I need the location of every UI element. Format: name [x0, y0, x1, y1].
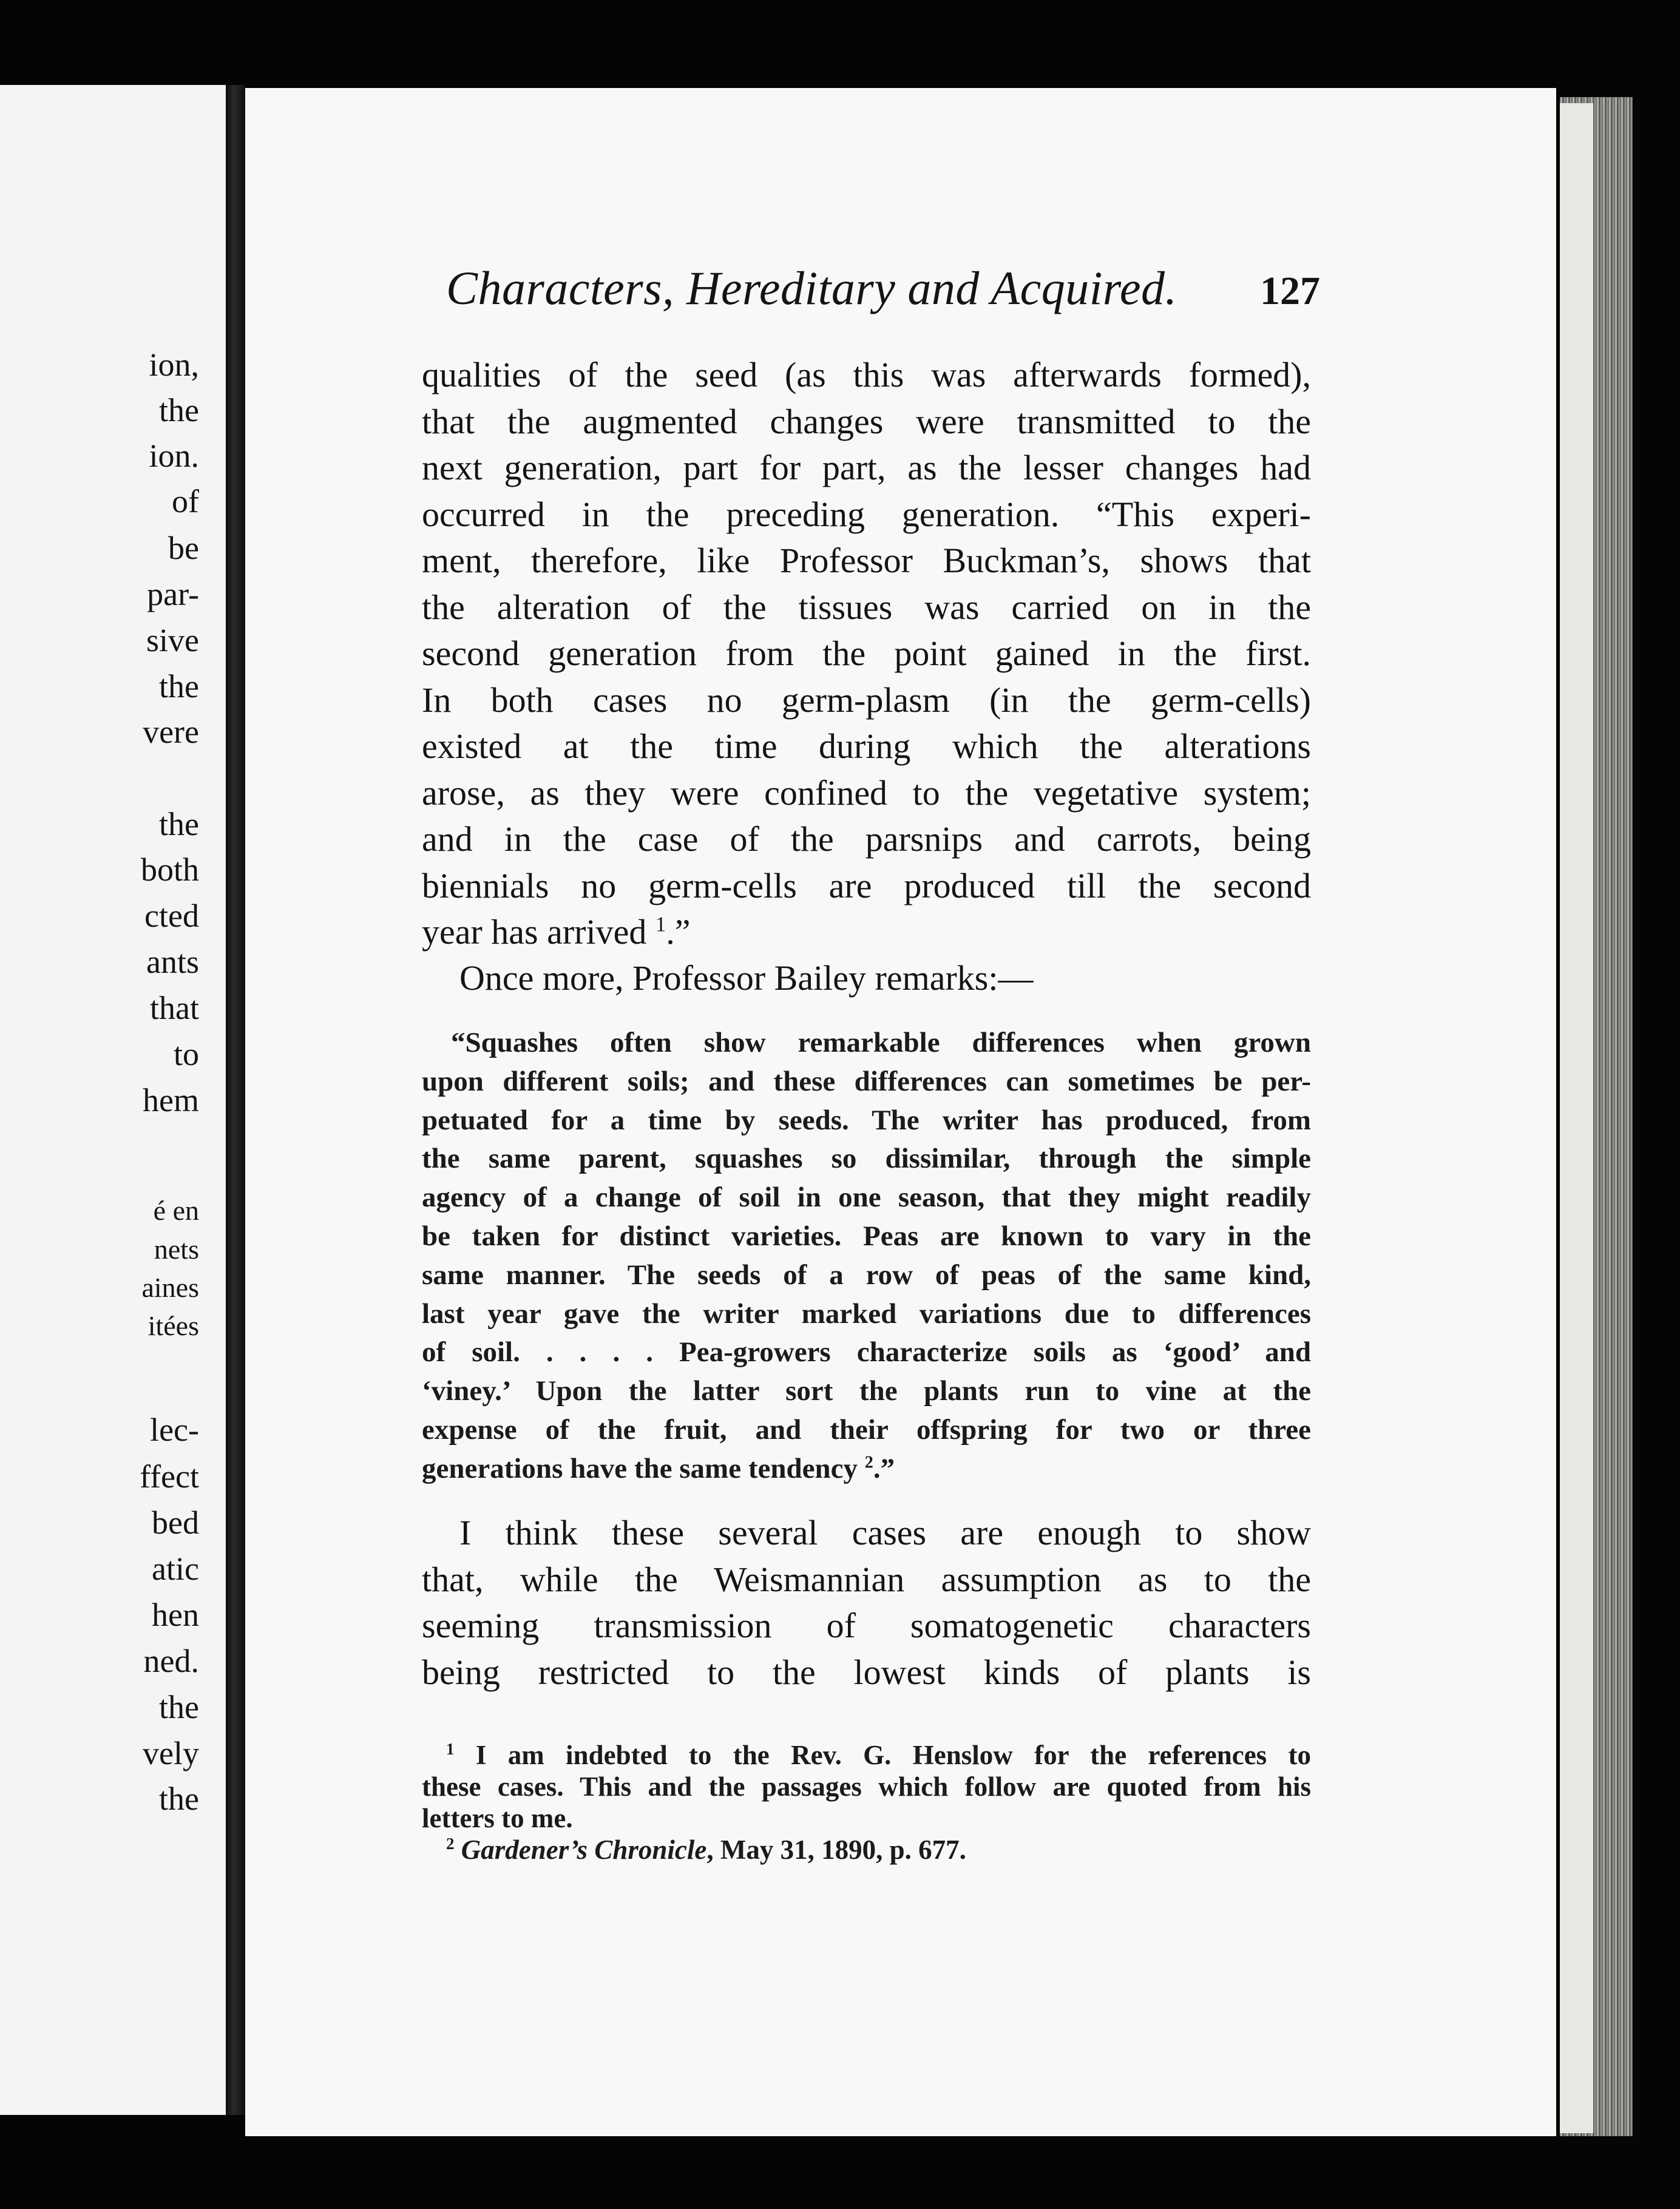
text-line: biennials no germ-cells are produced till the second	[422, 865, 1311, 905]
left-fragment: vely	[143, 1735, 199, 1771]
footnote-ref-2: 2	[864, 1453, 873, 1472]
text-fragment: year has arrived	[422, 912, 647, 952]
text-line: that the augmented changes were transmitted to the	[422, 401, 1311, 441]
quote-line: upon different soils; and these differences can sometimes be per-	[422, 1065, 1311, 1097]
text-line: I think these several cases are enough to show	[459, 1513, 1311, 1552]
text-line: existed at the time during which the alterations	[422, 726, 1311, 766]
left-fragment: aines	[141, 1272, 199, 1303]
text-line: and in the case of the parsnips and carrots, being	[422, 819, 1311, 859]
paragraph-3	[422, 1510, 1311, 1696]
quote-line: last year gave the writer marked variations due to differences	[422, 1297, 1311, 1330]
left-fragment: bed	[152, 1504, 199, 1541]
left-fragment: hen	[152, 1597, 199, 1633]
left-fragment: sive	[146, 622, 199, 658]
footnote-2	[422, 1834, 1311, 1866]
footnotes	[422, 1739, 1311, 1866]
left-fragment: the	[159, 392, 199, 428]
text-line: being restricted to the lowest kinds of plants is	[422, 1652, 1311, 1692]
quote-line: be taken for distinct varieties. Peas are known to vary in the	[422, 1220, 1311, 1252]
left-fragment: ned.	[143, 1643, 199, 1679]
quote-line: the same parent, squashes so dissimilar, through the simple	[422, 1143, 1311, 1175]
text-line: In both cases no germ-plasm (in the germ-cells)	[422, 680, 1311, 720]
footnote-ref-1: 1	[655, 912, 666, 936]
closing-quote: .”	[873, 1452, 895, 1484]
quote-line: “Squashes often show remarkable differences when grown	[451, 1027, 1311, 1058]
left-fragment: ion,	[149, 347, 199, 383]
left-facing-page	[0, 85, 226, 2115]
block-quote	[422, 1024, 1311, 1489]
left-fragment: vere	[143, 714, 199, 750]
left-fragment: atic	[152, 1551, 199, 1587]
page-edge-inner	[1560, 103, 1593, 2133]
paragraph-1	[422, 352, 1311, 956]
text-fragment: I am indebted to the Rev. G. Henslow for the references to	[475, 1740, 1311, 1770]
footnote-marker: 2	[446, 1835, 455, 1853]
quote-line: ‘viney.’ Upon the latter sort the plants run to vine at the	[422, 1375, 1311, 1407]
left-fragment: cted	[144, 898, 199, 934]
left-fragment: nets	[154, 1234, 199, 1265]
text-line: the alteration of the tissues was carried on in the	[422, 587, 1311, 627]
citation-detail: , May 31, 1890, p. 677.	[706, 1835, 966, 1865]
left-fragment: itées	[147, 1310, 199, 1341]
text-line: qualities of the seed (as this was afterwards formed),	[422, 355, 1311, 394]
left-fragment: lec-	[150, 1412, 199, 1448]
quote-line: petuated for a time by seeds. The writer has produced, from	[422, 1104, 1311, 1136]
left-fragment: the	[159, 806, 199, 842]
quote-line: of soil. . . . . Pea-growers characterize soils as ‘good’ and	[422, 1336, 1311, 1368]
left-fragment: be	[168, 530, 199, 566]
text-line: second generation from the point gained in the first.	[422, 634, 1311, 673]
text-line: ment, therefore, like Professor Buckman’s, shows that	[422, 541, 1311, 580]
text-fragment: generations have the same tendency	[422, 1452, 858, 1484]
left-fragment: é en	[153, 1195, 199, 1226]
text-line: arose, as they were confined to the vegetative system;	[422, 773, 1311, 813]
citation-title: Gardener’s Chronicle	[461, 1835, 707, 1865]
book-gutter	[226, 85, 245, 2115]
closing-quote: .”	[666, 912, 691, 952]
left-fragment: hem	[143, 1082, 199, 1118]
left-fragment: both	[140, 851, 199, 888]
quote-line: same manner. The seeds of a row of peas of the same kind,	[422, 1259, 1311, 1291]
text-line	[422, 909, 1311, 956]
text-line: that, while the Weismannian assumption as to the	[422, 1559, 1311, 1599]
left-fragment: to	[173, 1036, 199, 1072]
quote-line: expense of the fruit, and their offspring for two or three	[422, 1413, 1311, 1446]
left-fragment: the	[159, 668, 199, 705]
left-fragment: that	[150, 990, 199, 1026]
footnote-marker: 1	[446, 1740, 455, 1758]
text-line: occurred in the preceding generation. “This experi-	[422, 494, 1311, 534]
running-head: Characters, Hereditary and Acquired.	[446, 262, 1177, 314]
left-fragment: ion.	[149, 438, 199, 474]
left-fragment: par-	[147, 576, 199, 612]
page-header	[446, 261, 1320, 316]
quote-line	[422, 1450, 1311, 1489]
paragraph-2	[422, 955, 1311, 1002]
left-fragment: the	[159, 1781, 199, 1817]
footnote-line: letters to me.	[422, 1803, 573, 1833]
footnote-1	[422, 1739, 1311, 1771]
page-number: 127	[1260, 269, 1320, 313]
text-line: next generation, part for part, as the lesser changes had	[422, 448, 1311, 487]
text-line: Once more, Professor Bailey remarks:—	[459, 958, 1034, 998]
text-line: seeming transmission of somatogenetic characters	[422, 1606, 1311, 1645]
quote-line: agency of a change of soil in one season, that they might readily	[422, 1182, 1311, 1214]
left-fragment: of	[172, 483, 199, 519]
footnote-line: these cases. This and the passages which follow are quoted from his	[422, 1771, 1311, 1802]
left-fragment: the	[159, 1689, 199, 1725]
left-fragment: ffect	[140, 1458, 199, 1495]
left-fragment: ants	[146, 944, 199, 980]
